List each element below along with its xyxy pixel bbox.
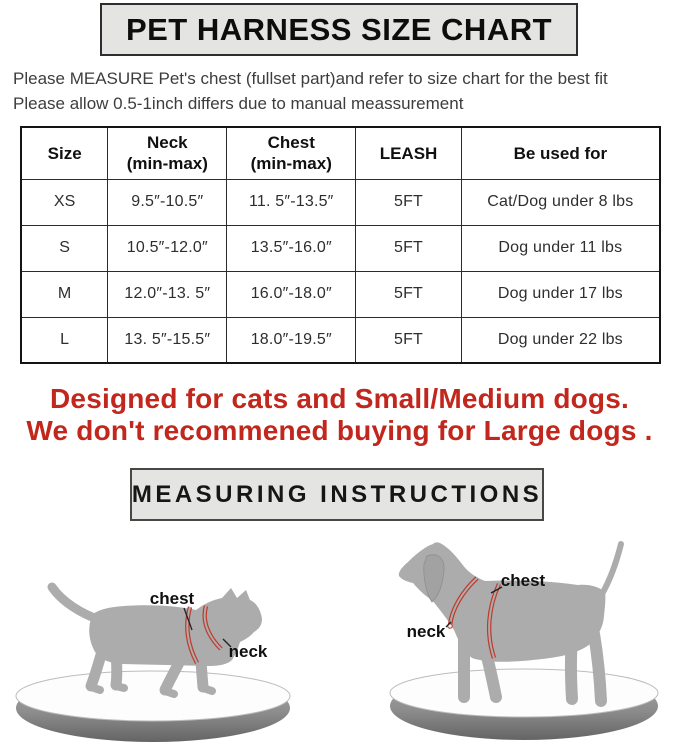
cell-used-for: Dog under 17 lbs [461,271,660,317]
cell-chest: 13.5″-16.0″ [227,225,356,271]
intro-line-2: Please allow 0.5-1inch differs due to manual meassurement [13,94,464,113]
cell-size: M [21,271,108,317]
cell-leash: 5FT [356,179,461,225]
table-row-l [21,317,660,363]
cell-size: S [21,225,108,271]
cell-neck: 10.5″-12.0″ [108,225,227,271]
warning-text [0,383,679,447]
table-row-m [21,271,660,317]
dog-neck-label: neck [406,622,446,641]
dog-tail [602,544,621,594]
header-cell-used-for: Be used for [461,127,660,179]
cell-chest: 16.0″-18.0″ [227,271,356,317]
header-cell-neck: Neck (min-max) [108,127,227,179]
dog-measuring-illustration [340,530,679,750]
cell-neck: 13. 5″-15.5″ [108,317,227,363]
header-cell-size: Size [21,127,108,179]
table-row-xs [21,179,660,225]
header-cell-chest: Chest (min-max) [227,127,356,179]
size-table [20,126,661,364]
cell-leash: 5FT [356,317,461,363]
dog-platform-top [390,669,658,717]
cell-chest: 11. 5″-13.5″ [227,179,356,225]
measuring-instructions-title: MEASURING INSTRUCTIONS [131,480,543,508]
intro-text [13,66,673,116]
table-header-row [21,127,660,179]
warning-line-2: We don't recommened buying for Large dogs . [26,415,653,446]
cat-neck-label: neck [228,642,268,661]
header-cell-leash: LEASH [356,127,461,179]
warning-line-1: Designed for cats and Small/Medium dogs. [50,383,629,414]
cell-used-for: Cat/Dog under 8 lbs [461,179,660,225]
cell-neck: 9.5″-10.5″ [108,179,227,225]
cat-platform-top [16,671,290,721]
cell-used-for: Dog under 11 lbs [461,225,660,271]
cell-size: L [21,317,108,363]
dog-chest-label: chest [500,571,546,590]
intro-line-1: Please MEASURE Pet's chest (fullset part)and refer to size chart for the best fit [13,69,608,88]
cat-chest-label: chest [149,589,195,608]
title-banner [100,3,578,56]
measuring-instructions-banner [130,468,544,521]
cell-size: XS [21,179,108,225]
cell-neck: 12.0″-13. 5″ [108,271,227,317]
cell-used-for: Dog under 22 lbs [461,317,660,363]
cat-measuring-illustration [0,530,340,750]
cell-leash: 5FT [356,225,461,271]
cell-chest: 18.0″-19.5″ [227,317,356,363]
page-title: PET HARNESS SIZE CHART [125,11,553,47]
table-row-s [21,225,660,271]
cell-leash: 5FT [356,271,461,317]
